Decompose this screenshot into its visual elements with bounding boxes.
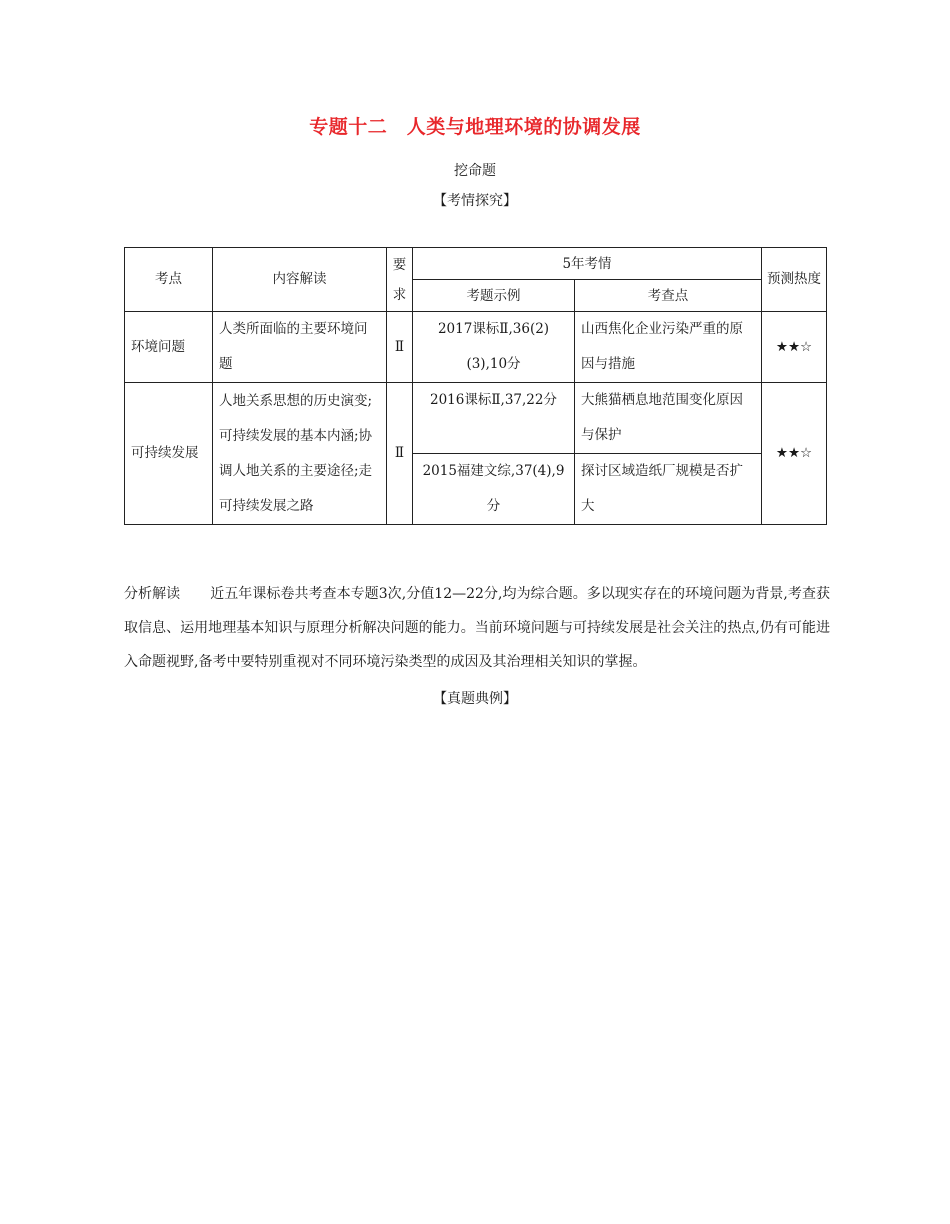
cell-point: 可持续发展 (125, 383, 213, 525)
header-check: 考查点 (575, 280, 762, 312)
table-header-row (125, 248, 827, 280)
cell-heat-stars: ★★☆ (762, 312, 827, 383)
subtitle: 挖命题 (454, 163, 496, 179)
cell-requirement: Ⅱ (387, 383, 413, 525)
table-row (125, 383, 827, 454)
header-requirement-top: 要 (392, 256, 407, 273)
header-example: 考题示例 (413, 280, 575, 312)
header-heat: 预测热度 (762, 248, 827, 312)
section-heading-examples: 【真题典例】 (433, 691, 517, 707)
exam-analysis-table (124, 247, 827, 525)
cell-example: 2016课标Ⅱ,37,22分 (413, 383, 575, 454)
analysis-paragraph (124, 577, 830, 679)
cell-check: 山西焦化企业污染严重的原因与措施 (575, 312, 762, 383)
cell-point: 环境问题 (125, 312, 213, 383)
cell-example: 2017课标Ⅱ,36(2)(3),10分 (413, 312, 575, 383)
cell-example: 2015福建文综,37(4),9分 (413, 454, 575, 525)
header-requirement (387, 248, 413, 312)
header-requirement-bottom: 求 (392, 286, 407, 303)
header-five-year: 5年考情 (413, 248, 762, 280)
header-point: 考点 (125, 248, 213, 312)
analysis-text: 近五年课标卷共考查本专题3次,分值12—22分,均为综合题。多以现实存在的环境问题为背景,考查获取信息、运用地理基本知识与原理分析解决问题的能力。当前环境问题与可持续发展是社会关注的热点,仍有可能进入命题视野,备考中要特别重视对不同环境污染类型的成因及其治理相关知识的掌握。 (124, 586, 831, 670)
analysis-label: 分析解读 (124, 586, 181, 602)
page-title: 专题十二 人类与地理环境的协调发展 (309, 116, 641, 138)
cell-heat-stars: ★★☆ (762, 383, 827, 525)
cell-check: 大熊猫栖息地范围变化原因与保护 (575, 383, 762, 454)
header-content: 内容解读 (213, 248, 387, 312)
section-heading-exam-analysis: 【考情探究】 (433, 193, 517, 209)
cell-requirement: Ⅱ (387, 312, 413, 383)
cell-content: 人类所面临的主要环境问题 (213, 312, 387, 383)
table-row (125, 312, 827, 383)
cell-check: 探讨区域造纸厂规模是否扩大 (575, 454, 762, 525)
cell-content: 人地关系思想的历史演变;可持续发展的基本内涵;协调人地关系的主要途径;走可持续发展之路 (213, 383, 387, 525)
